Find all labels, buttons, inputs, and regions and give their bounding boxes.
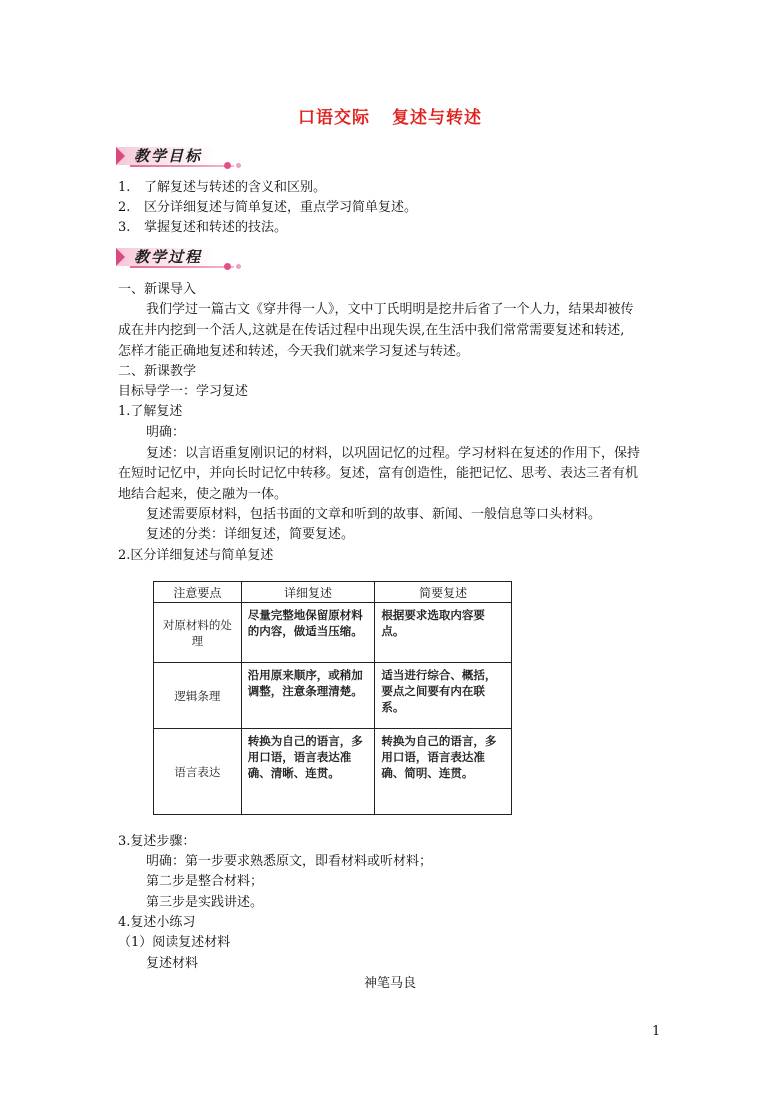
section-3-line: 第三步是实践讲述。 <box>146 895 264 910</box>
title-left: 口语交际 <box>298 108 370 128</box>
section-3-line: 第二步是整合材料； <box>146 874 264 889</box>
table-cell-detailed: 转换为自己的语言，多用口语，语言表达准确、清晰、连贯。 <box>241 729 375 815</box>
table-cell-point: 对原材料的处理 <box>154 603 242 663</box>
section-1-line: 在短时记忆中，并向长时记忆中转移。复述，富有创造性，能把记忆、思考、表达三者有机 <box>118 466 639 481</box>
banner-dot-icon <box>224 263 231 270</box>
banner-dot-icon <box>236 264 241 269</box>
section-2-title: 2.区分详细复述与简单复述 <box>118 548 274 563</box>
intro-line: 怎样才能正确地复述和转述，今天我们就来学习复述与转述。 <box>118 344 470 359</box>
section-3-line: 明确：第一步要求熟悉原文，即看材料或听材料； <box>146 854 433 869</box>
goal-item: 1. 了解复述与转述的含义和区别。 <box>118 180 327 195</box>
table-row <box>154 663 512 729</box>
section-1-line: 地结合起来，使之融为一体。 <box>118 487 288 502</box>
story-title: 神笔马良 <box>363 976 416 991</box>
page-title <box>0 103 780 128</box>
table-cell-brief: 转换为自己的语言，多用口语，语言表达准确、简明、连贯。 <box>375 729 512 815</box>
section-banner-goals <box>116 145 232 167</box>
intro-heading: 一、新课导入 <box>118 282 197 297</box>
section-4-title: 4.复述小练习 <box>118 915 196 930</box>
section-1-line: 复述需要原材料，包括书面的文章和听到的故事、新闻、一般信息等口头材料。 <box>146 507 602 522</box>
table-cell-point: 语言表达 <box>154 729 242 815</box>
goal-item: 3. 掌握复述和转述的技法。 <box>118 220 288 235</box>
banner-goals-label: 教学目标 <box>134 147 203 165</box>
title-right: 复述与转述 <box>392 108 482 128</box>
material-label: 复述材料 <box>146 956 199 971</box>
banner-flag-icon <box>116 248 125 266</box>
table-row <box>154 729 512 815</box>
section-banner-process <box>116 246 232 268</box>
table-header: 简要复述 <box>375 582 512 603</box>
table-cell-detailed: 尽量完整地保留原材料的内容，做适当压缩。 <box>241 603 375 663</box>
table-cell-brief: 适当进行综合、概括，要点之间要有内在联系。 <box>375 663 512 729</box>
banner-process-label: 教学过程 <box>134 248 203 266</box>
table-header: 详细复述 <box>241 582 375 603</box>
banner-dot-icon <box>224 162 231 169</box>
table-header-row <box>154 582 512 603</box>
goal-guide-1: 目标导学一：学习复述 <box>118 384 249 399</box>
comparison-table <box>153 581 512 815</box>
intro-line: 成在井内挖到一个活人,这就是在传话过程中出现失误,在生活中我们常常需要复述和转述, <box>118 323 625 338</box>
goal-item: 2. 区分详细复述与简单复述，重点学习简单复述。 <box>118 200 418 215</box>
table-header: 注意要点 <box>154 582 242 603</box>
page-number: 1 <box>652 1024 661 1039</box>
section-3-title: 3.复述步骤： <box>118 834 196 849</box>
table-cell-detailed: 沿用原来顺序，或稍加调整，注意条理清楚。 <box>241 663 375 729</box>
banner-dot-icon <box>236 163 241 168</box>
table-cell-brief: 根据要求选取内容要点。 <box>375 603 512 663</box>
section-4-sub: （1）阅读复述材料 <box>118 935 231 950</box>
lesson-heading: 二、新课教学 <box>118 364 197 379</box>
section-1-line: 复述：以言语重复刚识记的材料，以巩固记忆的过程。学习材料在复述的作用下，保持 <box>146 446 641 461</box>
clarify-label: 明确： <box>146 425 186 440</box>
section-1-line: 复述的分类：详细复述，简要复述。 <box>146 527 355 542</box>
intro-line: 我们学过一篇古文《穿井得一人》，文中丁氏明明是挖井后省了一个人力，结果却被传 <box>146 302 634 317</box>
table-cell-point: 逻辑条理 <box>154 663 242 729</box>
table-row <box>154 603 512 663</box>
banner-flag-icon <box>116 147 125 165</box>
section-1-title: 1.了解复述 <box>118 404 183 419</box>
